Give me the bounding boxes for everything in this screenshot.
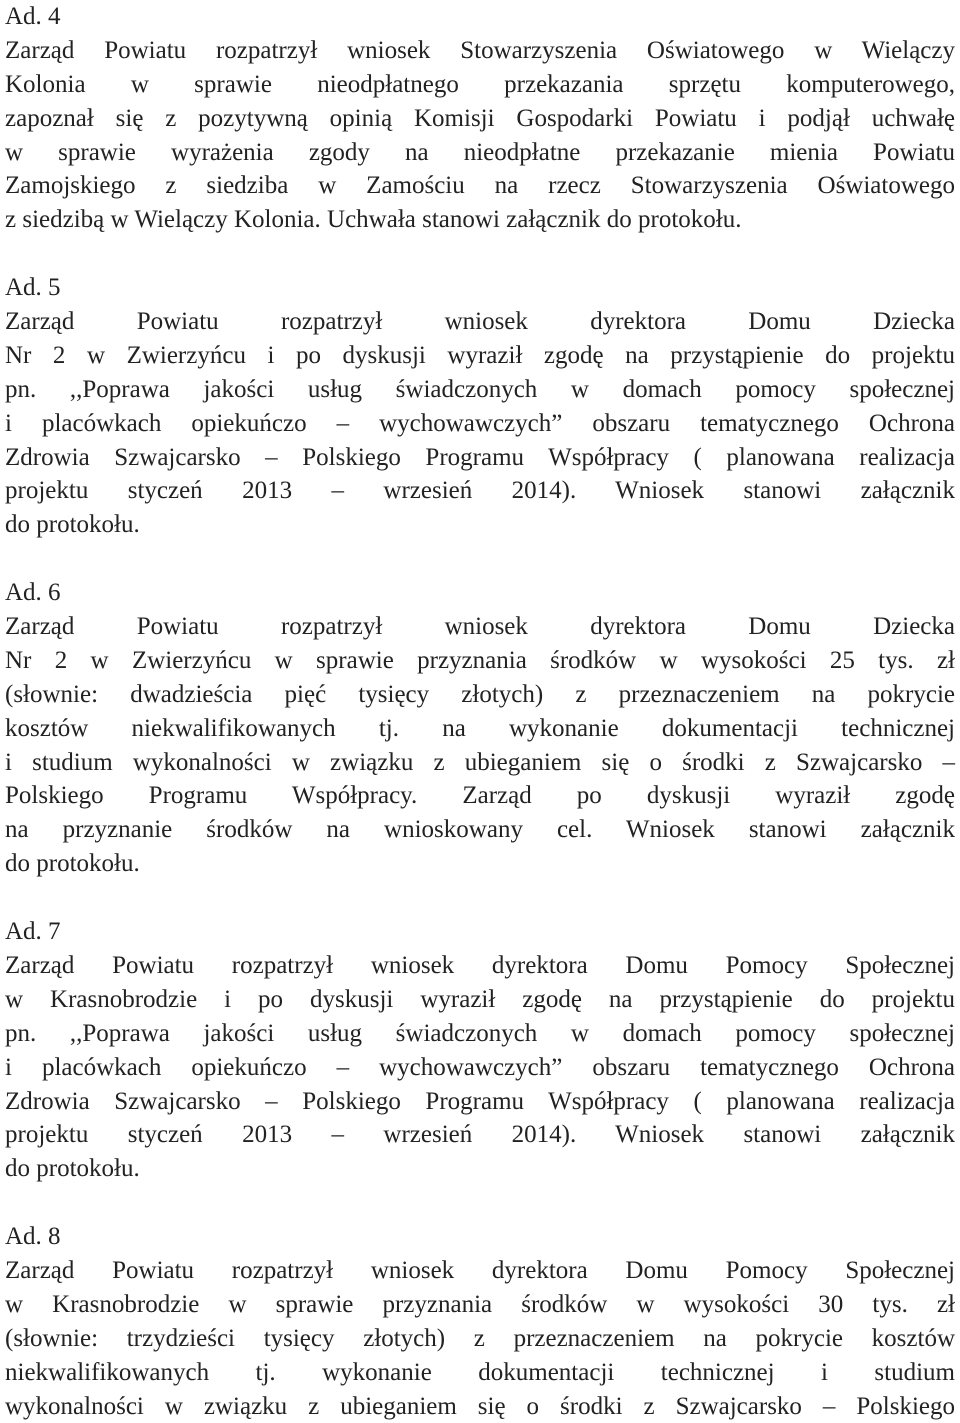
section-spacer [5, 542, 955, 576]
section-ad-8 [5, 1220, 955, 1423]
paragraph-line: Kolonia w sprawie nieodpłatnego przekazania sprzętu komputerowego, [5, 70, 955, 98]
paragraph-line: do protokołu. [5, 511, 140, 539]
paragraph-line: Zdrowia Szwajcarsko – Polskiego Programu Współpracy ( planowana realizacja [5, 443, 955, 471]
section-heading: Ad. 7 [5, 918, 61, 946]
paragraph-line: do protokołu. [5, 1155, 140, 1183]
paragraph-line: Zarząd Powiatu rozpatrzył wniosek Stowarzyszenia Oświatowego w Wielączy [5, 36, 955, 64]
section-heading: Ad. 6 [5, 579, 61, 607]
paragraph-line: zapoznał się z pozytywną opinią Komisji Gospodarki Powiatu i podjął uchwałę [5, 104, 955, 132]
paragraph-line: Polskiego Programu Współpracy. Zarząd po dyskusji wyraził zgodę [5, 782, 955, 810]
paragraph-line: na przyznanie środków na wnioskowany cel. Wniosek stanowi załącznik [5, 816, 955, 844]
paragraph-line: i studium wykonalności w związku z ubieganiem się o środki z Szwajcarsko – [5, 748, 955, 776]
paragraph-line: (słownie: trzydzieści tysięcy złotych) z przeznaczeniem na pokrycie kosztów [5, 1324, 955, 1352]
section-ad-6 [5, 576, 955, 881]
section-ad-5 [5, 271, 955, 542]
paragraph-line: w sprawie wyrażenia zgody na nieodpłatne przekazanie mienia Powiatu [5, 138, 955, 166]
paragraph-line: w Krasnobrodzie i po dyskusji wyraził zgodę na przystąpienie do projektu [5, 985, 955, 1013]
document-page [5, 0, 955, 1423]
section-spacer [5, 237, 955, 271]
paragraph-line: Nr 2 w Zwierzyńcu w sprawie przyznania środków w wysokości 25 tys. zł [5, 646, 955, 674]
paragraph-line: Zarząd Powiatu rozpatrzył wniosek dyrektora Domu Dziecka [5, 308, 955, 336]
paragraph-line: do protokołu. [5, 850, 140, 878]
paragraph-line: Zamojskiego z siedziba w Zamościu na rzecz Stowarzyszenia Oświatowego [5, 172, 955, 200]
paragraph-line: Zarząd Powiatu rozpatrzył wniosek dyrektora Domu Pomocy Społecznej [5, 951, 955, 979]
paragraph-line: i placówkach opiekuńczo – wychowawczych” obszaru tematycznego Ochrona [5, 1053, 955, 1081]
section-heading: Ad. 4 [5, 3, 61, 30]
paragraph-line: wykonalności w związku z ubieganiem się o środki z Szwajcarsko – Polskiego [5, 1392, 955, 1420]
paragraph-line: Nr 2 w Zwierzyńcu i po dyskusji wyraził zgodę na przystąpienie do projektu [5, 341, 955, 369]
paragraph-line: Zdrowia Szwajcarsko – Polskiego Programu Współpracy ( planowana realizacja [5, 1087, 955, 1115]
section-ad-7 [5, 915, 955, 1186]
paragraph-line: Zarząd Powiatu rozpatrzył wniosek dyrektora Domu Dziecka [5, 613, 955, 641]
paragraph-line: projektu styczeń 2013 – wrzesień 2014). Wniosek stanowi załącznik [5, 477, 955, 505]
paragraph-line: (słownie: dwadzieścia pięć tysięcy złotych) z przeznaczeniem na pokrycie [5, 680, 955, 708]
paragraph-line: pn. ,,Poprawa jakości usług świadczonych w domach pomocy społecznej [5, 375, 955, 403]
section-heading: Ad. 5 [5, 274, 61, 302]
paragraph-line: kosztów niekwalifikowanych tj. na wykonanie dokumentacji technicznej [5, 714, 955, 742]
section-spacer [5, 1186, 955, 1220]
section-ad-4 [5, 0, 955, 237]
paragraph-line: z siedzibą w Wielączy Kolonia. Uchwała stanowi załącznik do protokołu. [5, 206, 742, 234]
paragraph-line: w Krasnobrodzie w sprawie przyznania środków w wysokości 30 tys. zł [5, 1290, 955, 1318]
section-spacer [5, 881, 955, 915]
paragraph-line: niekwalifikowanych tj. wykonanie dokumentacji technicznej i studium [5, 1358, 955, 1386]
section-heading: Ad. 8 [5, 1223, 61, 1251]
paragraph-line: pn. ,,Poprawa jakości usług świadczonych w domach pomocy społecznej [5, 1019, 955, 1047]
paragraph-line: projektu styczeń 2013 – wrzesień 2014). Wniosek stanowi załącznik [5, 1121, 955, 1149]
paragraph-line: Zarząd Powiatu rozpatrzył wniosek dyrektora Domu Pomocy Społecznej [5, 1256, 955, 1284]
paragraph-line: i placówkach opiekuńczo – wychowawczych” obszaru tematycznego Ochrona [5, 409, 955, 437]
